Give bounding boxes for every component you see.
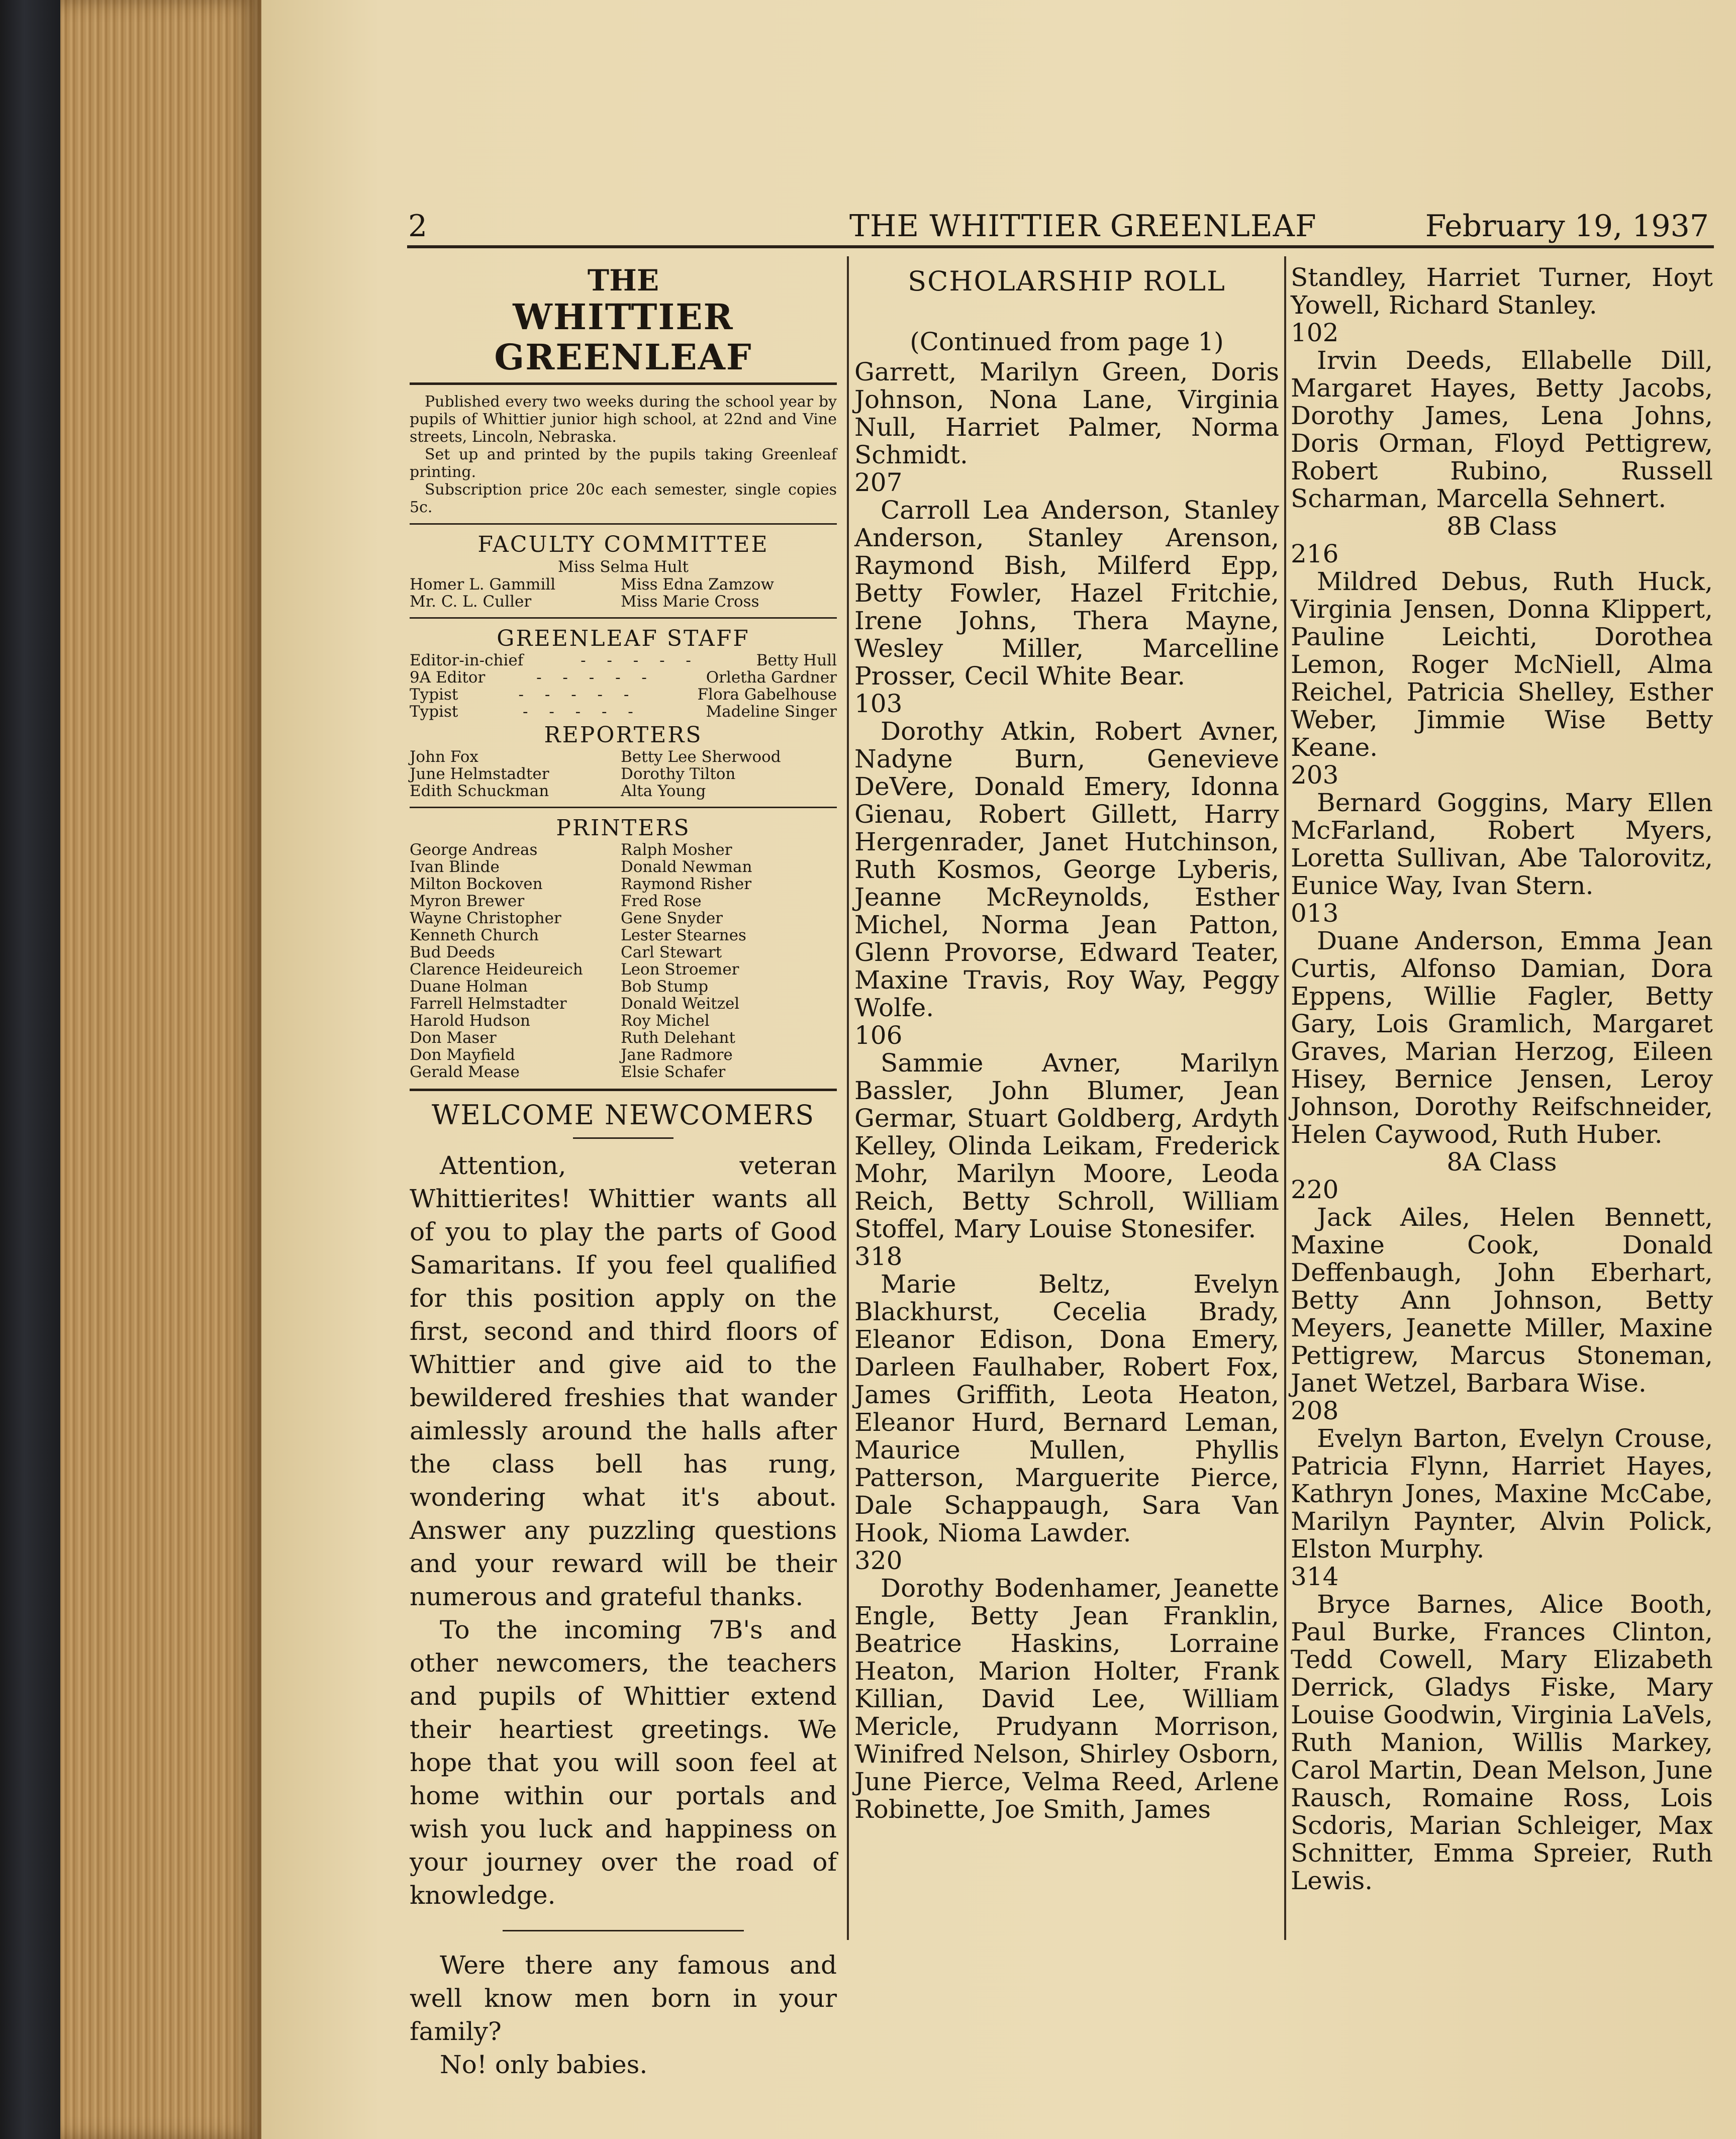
divider	[410, 807, 837, 808]
welcome-heading: WELCOME NEWCOMERS	[431, 1099, 815, 1131]
names-paragraph: Bernard Goggins, Mary Ellen McFarland, Robert Myers, Loretta Sullivan, Abe Talorovitz, Eunice Way, Ivan Stern.	[1291, 788, 1713, 900]
staff-row	[410, 703, 837, 720]
faculty-member: Mr. C. L. Culler	[410, 593, 532, 611]
names-paragraph: Evelyn Barton, Evelyn Crouse, Patricia Flynn, Harriet Hayes, Kathryn Jones, Maxine McCabe, Marilyn Paynter, Alvin Polick, Elston Murphy.	[1291, 1424, 1713, 1564]
column-2	[854, 264, 1279, 1823]
printer-name: Ralph Mosher	[621, 841, 732, 859]
divider	[410, 1089, 837, 1091]
room-number: 103	[854, 689, 903, 718]
printer-name: Myron Brewer	[410, 892, 525, 910]
faculty-lead: Miss Selma Hult	[558, 558, 689, 576]
staff-role: Editor-in-chief	[410, 651, 524, 669]
printer-name: George Andreas	[410, 841, 538, 859]
room-number: 102	[1291, 318, 1339, 347]
room-number: 013	[1291, 899, 1339, 928]
column-1	[410, 264, 837, 2081]
subscription-text: Subscription price 20c each semester, single copies 5c.	[410, 481, 837, 516]
reporter-name: Edith Schuckman	[410, 782, 549, 800]
staff-role: Typist	[410, 686, 458, 704]
faculty-member: Miss Edna Zamzow	[621, 575, 775, 594]
printer-name: Farrell Helmstadter	[410, 995, 567, 1013]
faculty-member: Miss Marie Cross	[621, 593, 759, 611]
names-paragraph: Dorothy Atkin, Robert Avner, Nadyne Burn, Genevieve DeVere, Donald Emery, Idonna Gienau, Robert Gillett, Harry Hergenrader, Janet Hutchinson, Ruth Kosmos, George Lyberis, Jeanne McReynolds, Esther Michel, Norma Jean Patton, Glenn Provorse, Edward Teater, Maxine Travis, Roy Way, Peggy Wolfe.	[854, 717, 1279, 1022]
names-paragraph: Duane Anderson, Emma Jean Curtis, Alfonso Damian, Dora Eppens, Willie Fagler, Betty Gary, Lois Gramlich, Margaret Graves, Marian Herzog, Eileen Hisey, Bernice Jensen, Leroy Johnson, Dorothy Reifschneider, Helen Caywood, Ruth Huber.	[1291, 926, 1713, 1149]
printer-name: Roy Michel	[621, 1012, 710, 1030]
printer-name: Duane Holman	[410, 978, 528, 996]
faculty-member: Homer L. Gammill	[410, 575, 556, 594]
staff-row	[410, 686, 837, 703]
continued-note: (Continued from page 1)	[910, 327, 1224, 356]
staff-name: Madeline Singer	[706, 703, 837, 721]
column-rule-1	[847, 256, 849, 1940]
room-number: 314	[1291, 1562, 1339, 1591]
masthead-the: THE	[587, 263, 659, 298]
paper-name: THE WHITTIER GREENLEAF	[849, 209, 1317, 244]
scholarship-list	[854, 358, 1279, 1823]
joke	[410, 1949, 837, 2081]
printer-name: Jane Radmore	[621, 1046, 733, 1064]
divider	[410, 523, 837, 525]
joke-answer: No! only babies.	[440, 2050, 648, 2079]
issue-date: February 19, 1937	[1425, 209, 1709, 244]
welcome-paragraph: Attention, veteran Whittierites! Whittier wants all of you to play the parts of Good Samaritans. If you feel qualified for this position apply on the first, second and third floors of Whittier and give aid to the bewildered freshies that wander aimlessly around the halls after the class bell has rung, wondering what it's about. Answer any puzzling questions and your reward will be their numerous and grateful thanks.	[410, 1151, 837, 1611]
joke-question: Were there any famous and well know men born in your family?	[410, 1951, 837, 2046]
printer-name: Gene Snyder	[621, 909, 723, 927]
faculty-heading: FACULTY COMMITTEE	[477, 532, 769, 557]
room-number: 208	[1291, 1396, 1339, 1425]
room-number: 318	[854, 1242, 903, 1271]
printer-name: Fred Rose	[621, 892, 702, 910]
printers-list	[410, 841, 837, 1081]
welcome-paragraph: To the incoming 7B's and other newcomers, the teachers and pupils of Whittier extend their heartiest greetings. We hope that you will soon feel at home within our portals and wish you luck and happiness on your journey over the road of knowledge.	[410, 1615, 837, 1910]
names-paragraph: Standley, Harriet Turner, Hoyt Yowell, Richard Stanley.	[1291, 263, 1713, 320]
staff-role: Typist	[410, 703, 458, 721]
printer-name: Don Mayfield	[410, 1046, 515, 1064]
reporter-name: Dorothy Tilton	[621, 765, 736, 783]
names-paragraph: Mildred Debus, Ruth Huck, Virginia Jensen, Donna Klippert, Pauline Leichti, Dorothea Lemon, Roger McNiell, Alma Reichel, Patricia Shelley, Esther Weber, Jimmie Wise Betty Keane.	[1291, 567, 1713, 762]
printer-name: Carl Stewart	[621, 943, 722, 961]
printer-name: Clarence Heideureich	[410, 960, 583, 979]
printer-name: Gerald Mease	[410, 1063, 520, 1081]
masthead-name: WHITTIER GREENLEAF	[494, 296, 752, 378]
reporter-name: Betty Lee Sherwood	[621, 748, 781, 766]
printer-name: Ruth Delehant	[621, 1029, 735, 1047]
printer-name: Wayne Christopher	[410, 909, 561, 927]
staff-name: Betty Hull	[756, 651, 837, 669]
faculty-members	[410, 576, 837, 610]
room-number: 320	[854, 1546, 903, 1575]
printer-name: Lester Stearnes	[621, 926, 746, 944]
printer-name: Milton Bockoven	[410, 875, 543, 893]
staff-role: 9A Editor	[410, 668, 486, 687]
dot-leader: - - - - -	[518, 686, 637, 704]
room-number: 220	[1291, 1175, 1339, 1204]
page-header	[402, 201, 1714, 251]
scholarship-list-continued	[1291, 264, 1713, 1895]
names-paragraph: Jack Ailes, Helen Bennett, Maxine Cook, Donald Deffenbaugh, John Eberhart, Betty Ann Johnson, Betty Meyers, Jeanette Miller, Maxine Pettigrew, Marcus Stoneman, Janet Wetzel, Barbara Wise.	[1291, 1203, 1713, 1398]
printer-name: Elsie Schafer	[621, 1063, 726, 1081]
page-number: 2	[408, 209, 428, 244]
names-paragraph: Sammie Avner, Marilyn Bassler, John Blumer, Jean Germar, Stuart Goldberg, Ardyth Kelley, Olinda Leikam, Frederick Mohr, Marilyn Moore, Leoda Reich, Betty Schroll, William Stoffel, Mary Louise Stonesifer.	[854, 1048, 1279, 1243]
printer-name: Ivan Blinde	[410, 858, 500, 876]
room-number: 216	[1291, 539, 1339, 568]
book-spine	[0, 0, 60, 2139]
divider	[410, 617, 837, 619]
dot-leader: - - - - -	[581, 651, 699, 669]
reporters-list	[410, 748, 837, 800]
class-heading-8b: 8B Class	[1446, 512, 1557, 541]
header-rule	[407, 245, 1714, 248]
printer-name: Leon Stroemer	[621, 960, 739, 979]
room-number: 203	[1291, 760, 1339, 790]
room-number: 207	[854, 468, 903, 497]
names-paragraph: Irvin Deeds, Ellabelle Dill, Margaret Hayes, Betty Jacobs, Dorothy James, Lena Johns, Doris Orman, Floyd Pettigrew, Robert Rubino, Russell Scharman, Marcella Sehnert.	[1291, 346, 1713, 513]
printer-name: Harold Hudson	[410, 1012, 530, 1030]
masthead-rule	[410, 382, 837, 385]
dot-leader: - - - - -	[522, 703, 641, 721]
printer-name: Donald Weitzel	[621, 995, 740, 1013]
staff-row	[410, 652, 837, 669]
dot-leader: - - - - -	[536, 668, 655, 687]
reporter-name: June Helmstadter	[410, 765, 549, 783]
staff-name: Orletha Gardner	[706, 668, 837, 687]
column-3	[1291, 264, 1713, 1895]
names-paragraph: Marie Beltz, Evelyn Blackhurst, Cecelia Brady, Eleanor Edison, Dona Emery, Darleen Faulhaber, Robert Fox, James Griffith, Leota Heaton, Eleanor Hurd, Bernard Leman, Maurice Mullen, Phyllis Patterson, Marguerite Pierce, Dale Schappaugh, Sara Van Hook, Nioma Lawder.	[854, 1270, 1279, 1547]
staff-row	[410, 669, 837, 686]
reporters-heading: REPORTERS	[544, 722, 703, 748]
short-divider	[573, 1137, 673, 1139]
names-paragraph: Garrett, Marilyn Green, Doris Johnson, Nona Lane, Virginia Null, Harriet Palmer, Norma Schmidt.	[854, 357, 1279, 469]
scholarship-heading: SCHOLARSHIP ROLL	[908, 265, 1226, 297]
reporter-name: Alta Young	[621, 782, 706, 800]
staff-heading: GREENLEAF STAFF	[497, 626, 750, 651]
room-number: 106	[854, 1021, 903, 1050]
page-edges	[60, 0, 261, 2139]
printer-name: Raymond Risher	[621, 875, 752, 893]
names-paragraph: Dorothy Bodenhamer, Jeanette Engle, Betty Jean Franklin, Beatrice Haskins, Lorraine Heaton, Marion Holter, Frank Killian, David Lee, William Mericle, Prudyann Morrison, Winifred Nelson, Shirley Osborn, June Pierce, Velma Reed, Arlene Robinette, Joe Smith, James	[854, 1574, 1279, 1824]
names-paragraph: Bryce Barnes, Alice Booth, Paul Burke, Frances Clinton, Tedd Cowell, Mary Elizabeth Derrick, Gladys Fiske, Mary Louise Goodwin, Virginia LaVels, Ruth Manion, Willis Markey, Carol Martin, Dean Melson, June Rausch, Romaine Ross, Lois Scdoris, Marian Schleiger, Max Schnitter, Emma Spreier, Ruth Lewis.	[1291, 1590, 1713, 1895]
printer-name: Bob Stump	[621, 978, 709, 996]
printer-name: Donald Newman	[621, 858, 752, 876]
published-text: Published every two weeks during the school year by pupils of Whittier junior high school, at 22nd and Vine streets, Lincoln, Nebraska.	[410, 393, 837, 446]
publication-info	[410, 393, 837, 516]
printed-text: Set up and printed by the pupils taking Greenleaf printing.	[410, 446, 837, 481]
names-paragraph: Carroll Lea Anderson, Stanley Anderson, Stanley Arenson, Raymond Bish, Milferd Epp, Betty Fowler, Hazel Fritchie, Irene Johns, Thera Mayne, Wesley Miller, Marcelline Prosser, Cecil White Bear.	[854, 496, 1279, 691]
short-divider	[503, 1930, 744, 1931]
printer-name: Kenneth Church	[410, 926, 539, 944]
column-rule-2	[1284, 256, 1286, 1940]
staff-name: Flora Gabelhouse	[697, 686, 837, 704]
printer-name: Don Maser	[410, 1029, 497, 1047]
reporter-name: John Fox	[410, 748, 478, 766]
printers-heading: PRINTERS	[556, 815, 691, 841]
class-heading-8a: 8A Class	[1446, 1147, 1557, 1177]
printer-name: Bud Deeds	[410, 943, 495, 961]
welcome-article	[410, 1149, 837, 1912]
